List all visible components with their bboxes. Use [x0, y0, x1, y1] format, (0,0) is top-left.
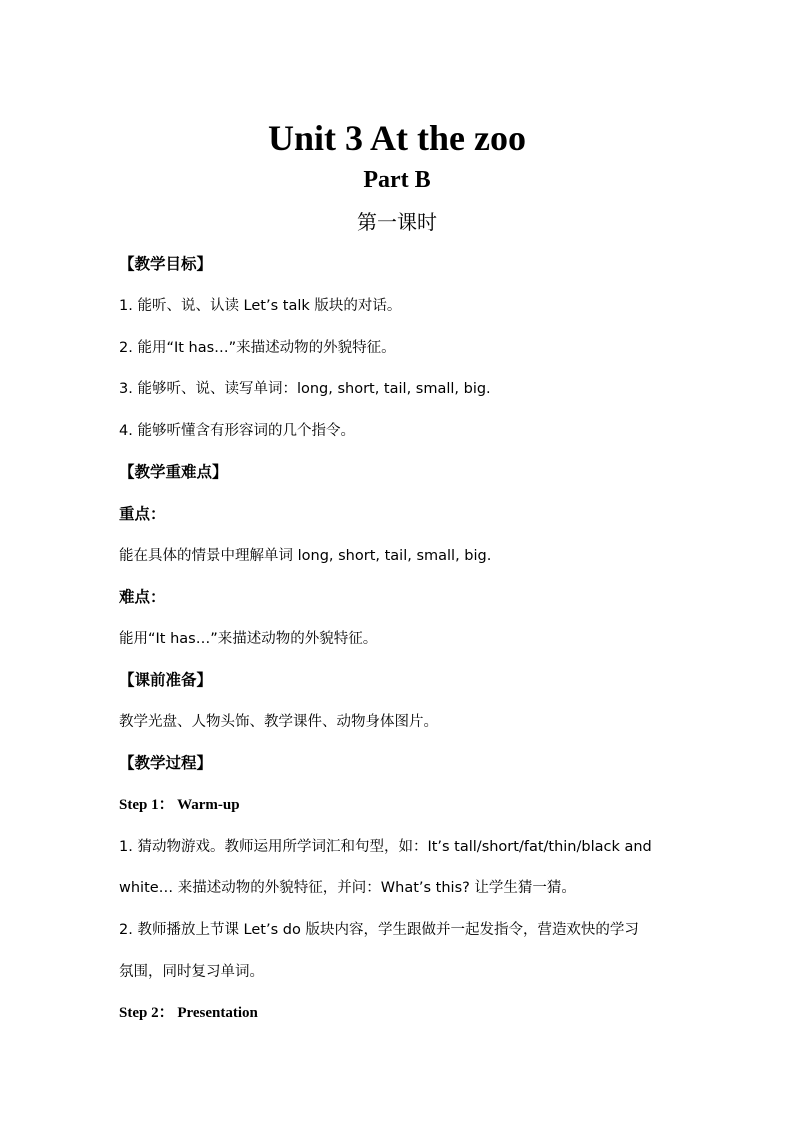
difficulty-text: 能用“It has…”来描述动物的外貌特征。 [119, 631, 378, 647]
step1-label: Step 1： Warm-up [119, 797, 240, 813]
document-title: Unit 3 At the zoo [268, 118, 526, 158]
prep-text: 教学光盘、人物头饰、教学课件、动物身体图片。 [119, 714, 438, 730]
step1-item: white… 来描述动物的外貌特征，并问：What’s this? 让学生猜一猜。 [119, 880, 576, 896]
objective-item: 3. 能够听、说、读写单词：long, short, tail, small, big. [119, 381, 491, 397]
step1-item: 氛围，同时复习单词。 [119, 964, 264, 980]
difficulty-label: 难点： [119, 588, 166, 606]
step2-label: Step 2： Presentation [119, 1005, 258, 1021]
lesson-label: 第一课时 [357, 210, 437, 234]
objective-item: 4. 能够听懂含有形容词的几个指令。 [119, 423, 355, 439]
step1-item: 1. 猜动物游戏。教师运用所学词汇和句型，如：It’s tall/short/fat/thin/black and [119, 839, 652, 855]
objectives-heading: 【教学目标】 [119, 255, 213, 273]
step1-item: 2. 教师播放上节课 Let’s do 版块内容，学生跟做并一起发指令，营造欢快的学习 [119, 922, 639, 938]
prep-heading: 【课前准备】 [119, 671, 213, 689]
focus-label: 重点： [119, 505, 166, 523]
objective-item: 2. 能用“It has…”来描述动物的外貌特征。 [119, 340, 396, 356]
focus-text: 能在具体的情景中理解单词 long, short, tail, small, big. [119, 548, 492, 564]
document-subtitle: Part B [363, 167, 431, 193]
key-points-heading: 【教学重难点】 [119, 463, 228, 481]
objective-item: 1. 能听、说、认读 Let’s talk 版块的对话。 [119, 298, 402, 314]
process-heading: 【教学过程】 [119, 754, 213, 772]
